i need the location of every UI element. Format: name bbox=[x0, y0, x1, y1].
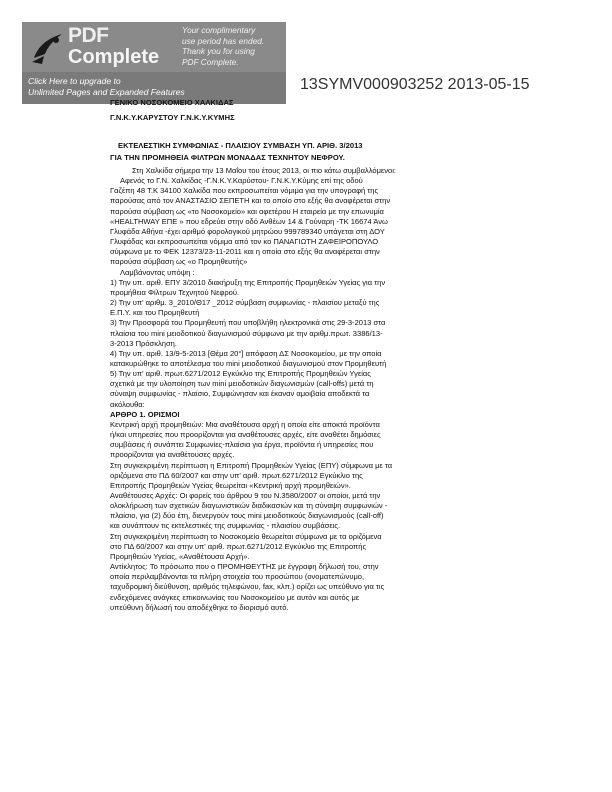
body-line: ή/και υπηρεσίες που προορίζονται για αναθέτουσες αρχές, είτε αναθέτει δημόσιες bbox=[110, 430, 381, 440]
body-line: ακόλουθα: bbox=[110, 399, 145, 409]
body-line: 3) Την Προσφορά του Προμηθευτή που υποβλήθη ηλεκτρονικά στις 29-3-2013 στα bbox=[110, 318, 386, 328]
body-line: σύναψη συμφωνίας - πλαίσιο, Συμφώνησαν και έκαναν αμοιβαία αποδεκτά τα bbox=[110, 389, 370, 399]
article-heading: ΑΡΘΡΟ 1. ΟΡΙΣΜΟΙ bbox=[110, 409, 180, 419]
body-line: οποία περιλαμβάνονται τα πλήρη στοιχεία του προσώπου (ονοματεπώνυμο, bbox=[110, 572, 365, 582]
body-line: οριζόμενα στο ΠΔ 60/2007 και στην υπ' αριθ. πρωτ.6271/2012 Εγκύκλιο της bbox=[110, 470, 363, 480]
body-line: Επιτροπής Προμηθειών Υγείας θεωρείται «Κεντρική αρχή προμηθειών». bbox=[110, 480, 351, 490]
pdf-complete-logo-icon bbox=[28, 28, 66, 68]
upgrade-link-line[interactable]: Click Here to upgrade to bbox=[28, 76, 121, 86]
body-line: Αφενός το Γ.Ν. Χαλκίδας -Γ.Ν.Κ.Υ.Καρύστου- Γ.Ν.Κ.Υ.Κύμης επί της οδού bbox=[120, 176, 363, 186]
body-line: στο ΠΔ 60/2007 και στην υπ' αριθ. πρωτ.6271/2012 Εγκύκλιο της Επιτροπής bbox=[110, 541, 367, 551]
body-line: Γλυφάδα Αθήνα -έχει αριθμό φορολογικού μητρώου 999789340 υπάγεται στη ΔΟΥ bbox=[110, 226, 385, 236]
contract-subtitle: ΓΙΑ ΤΗΝ ΠΡΟΜΗΘΕΙΑ ΦΙΛΤΡΩΝ ΜΟΝΑΔΑΣ ΤΕΧΝΗΤΟΥ ΝΕΦΡΟΥ. bbox=[110, 153, 345, 162]
body-line: Κεντρική αρχή προμηθειών: Μια αναθέτουσα αρχή η οποία είτε αποκτά προϊόντα bbox=[110, 419, 380, 429]
body-line: Προμηθειών Υγείας, «Αναθέτουσα Αρχή». bbox=[110, 551, 250, 561]
contract-body bbox=[110, 166, 594, 613]
body-line: πλαίσια του mini μειοδοτικού διαγωνισμού σύμφωνα με την αριθμ.πρωτ. 3386/13- bbox=[110, 328, 383, 338]
body-line: 4) Την υπ. αριθ. 13/9-5-2013 [Θέμα 20°] απόφαση ΔΣ Νοσοκομείου, με την οποία bbox=[110, 348, 382, 358]
body-line: πλαίσιο, για (2) δύο έτη, διενεργούν τους mini μειοδοτικούς διαγωνισμούς (call-off) bbox=[110, 511, 384, 521]
body-line: Αναθέτουσες Αρχές: Οι φορείς του άρθρου 9 του Ν.3580/2007 οι οποίοι, μετά την bbox=[110, 491, 381, 500]
body-line: υπεύθυνη δήλωσή του αποδέχθηκε το διορισμό αυτό. bbox=[110, 602, 289, 612]
body-line: ταχυδρομική διεύθυνση, αριθμός τηλεφώνου, fax, κλπ.) ορίζει ως υπεύθυνο για τις bbox=[110, 582, 385, 592]
body-line: 1) Την υπ. αριθ. ΕΠΥ 3/2010 διακήρυξη της Επιτροπής Προμηθειών Υγείας για την bbox=[110, 277, 386, 287]
body-line: παρούσα σύμβαση ως «ο Προμηθευτής» bbox=[110, 257, 248, 267]
upgrade-banner[interactable] bbox=[22, 22, 286, 104]
body-line: κατακυρώθηκε το αποτέλεσμα του mini μειοδοτικού διαγωνισμού στον Προμηθευτή bbox=[110, 358, 387, 368]
body-line: προορίζονται για αναθέτουσες αρχές. bbox=[110, 450, 235, 460]
body-line: 3-2013 Πρόσκληση. bbox=[110, 338, 177, 348]
body-line: Στη συγκεκριμένη περίπτωση η Επιτροπή Προμηθειών Υγείας (ΕΠΥ) σύμφωνα με τα bbox=[110, 460, 393, 470]
message-line: use period has ended. bbox=[182, 35, 265, 46]
body-line: Στη συγκεκριμένη περίπτωση το Νοσοκομείο θεωρείται σύμφωνα με τα οριζόμενα bbox=[110, 531, 382, 541]
trial-expired-message bbox=[182, 25, 282, 67]
body-line: σχετικά με την υλοποίηση των mini μειοδοτικών διαγωνισμών (call-offs) μετά τη bbox=[110, 379, 374, 389]
body-line: «HEALTHWAY ΕΠΕ » που εδρεύει στην οδό Ανθέων 14 & Γούναρη -ΤΚ 16674 Άνω bbox=[110, 216, 388, 226]
body-line: παρούσας από τον ΑΝΑΣΤΑΣΙΟ ΣΕΠΕΤΗ και το οποίο στο εξής θα αναφέρεται στην bbox=[110, 196, 391, 206]
body-line: συμβάσεις ή συνάπτει Συμφωνίες-πλαίσια για έργα, προϊόντα ή υπηρεσίες που bbox=[110, 440, 374, 450]
message-line: Thank you for using bbox=[182, 46, 255, 56]
contract-title: ΕΚΤΕΛΕΣΤΙΚΗ ΣΥΜΦΩΝΙΑΣ - ΠΛΑΙΣΙΟΥ ΣΥΜΒΑΣΗ ΥΠ. ΑΡΙΘ. 3/2013 bbox=[118, 141, 363, 150]
body-line: Στη Χαλκίδα σήμερα την 13 Μαΐου του έτους 2013, οι πιο κάτω συμβαλλόμενοι: bbox=[132, 166, 397, 175]
message-line: PDF Complete. bbox=[182, 56, 239, 67]
upgrade-link-line[interactable]: Unlimited Pages and Expanded Features bbox=[28, 87, 185, 97]
body-line: 2) Την υπ' αριθμ. 3_2010/Θ17 _2012 σύμβαση συμφωνίας - πλαισίου μεταξύ της bbox=[110, 298, 380, 308]
body-line: Γλυφάδας και εκπροσωπείται νόμιμα από τον κο ΠΑΝΑΓΙΩΤΗ ΖΑΦΕΙΡΟΠΟΥΛΟ bbox=[110, 237, 379, 247]
body-line: παρούσα σύμβαση ως «το Νοσοκομείο» και αφετέρου Η εταιρεία με την επωνυμία bbox=[110, 206, 384, 216]
logo-text-complete: Complete bbox=[68, 46, 160, 68]
body-line: ολοκλήρωση των σχετικών διαγωνιστικών διαδικασιών και τη σύναψη συμφωνιών - bbox=[110, 501, 388, 511]
message-line: Your complimentary bbox=[182, 25, 256, 35]
body-line: Αντίκλητος: Το πρόσωπο που ο ΠΡΟΜΗΘΕΥΤΗΣ με έγγραφη δήλωσή του, στην bbox=[110, 562, 379, 572]
body-line: Ε.Π.Υ. και του Προμηθευτή bbox=[110, 308, 200, 318]
header-line-hospital: ΓΕΝΙΚΟ ΝΟΣΟΚΟΜΕΙΟ ΧΑΛΚΙΔΑΣ bbox=[110, 98, 234, 107]
document-id: 13SYMV000903252 2013-05-15 bbox=[300, 76, 530, 93]
body-line: σύμφωνα με το ΦΕΚ 12373/23-11-2011 και η οποία στο εξής θα αναφέρεται στην bbox=[110, 247, 380, 257]
upgrade-link[interactable] bbox=[28, 76, 284, 98]
body-line: Λαμβάνοντας υπόψη : bbox=[120, 267, 195, 277]
body-line: προμήθεια Φίλτρων Τεχνητού Νεφρού. bbox=[110, 287, 240, 297]
body-line: ενδεχόμενες ανάγκες επικοινωνίας του Νοσοκομείου με αυτόν και αυτός με bbox=[110, 592, 360, 602]
body-line: 5) Την υπ' αριθ. πρωτ.6271/2012 Εγκύκλιο της Επιτροπής Προμηθειών Υγείας bbox=[110, 369, 371, 379]
body-line: Γαζέπη 48 Τ.Κ 34100 Χαλκίδα που εκπροσωπείται νόμιμα για την υπογραφή της bbox=[110, 186, 379, 196]
logo-text-pdf: PDF bbox=[68, 24, 109, 47]
header-line-health-centers: Γ.Ν.Κ.Υ.ΚΑΡΥΣΤΟΥ Γ.Ν.Κ.Υ.ΚΥΜΗΣ bbox=[110, 113, 235, 122]
body-line: και συνάπτουν τις εκτελεστικές της συμφωνίας - πλαισίου συμβάσεις. bbox=[110, 521, 341, 531]
